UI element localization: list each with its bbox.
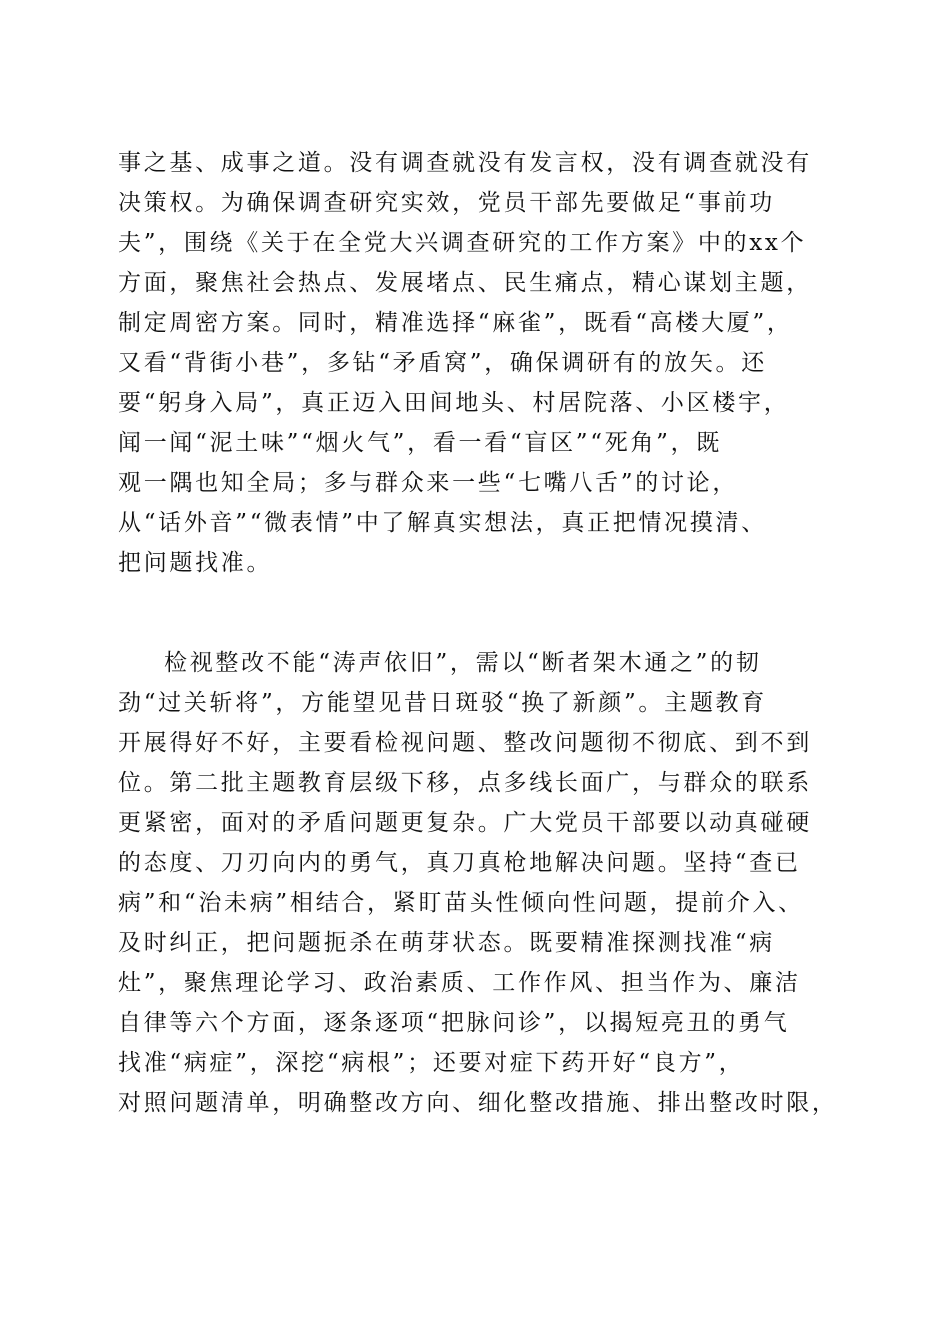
text-line: 对照问题清单，明确整改方向、细化整改措施、排出整改时限， <box>118 1090 838 1116</box>
text-line: 的态度、刀刃向内的勇气，真刀真枪地解决问题。坚持“查已 <box>118 850 801 876</box>
text-line: 观一隅也知全局；多与群众来一些“七嘴八舌”的讨论， <box>118 470 739 496</box>
text-line: 从“话外音”“微表情”中了解真实想法，真正把情况摸清、 <box>118 510 767 536</box>
text-line: 检视整改不能“涛声依旧”，需以“断者架木通之”的韧 <box>164 650 762 676</box>
text-line: 灶”，聚焦理论学习、政治素质、工作作风、担当作为、廉洁 <box>118 970 801 996</box>
text-line: 要“躬身入局”，真正迈入田间地头、村居院落、小区楼宇， <box>118 390 790 416</box>
text-line: 开展得好不好，主要看检视问题、整改问题彻不彻底、到不到 <box>118 730 812 756</box>
text-line: 劲“过关斩将”，方能望见昔日斑驳“换了新颜”。主题教育 <box>118 690 767 716</box>
text-line: 闻一闻“泥土味”“烟火气”，看一看“盲区”“死角”，既 <box>118 430 722 456</box>
text-line: 及时纠正，把问题扼杀在萌芽状态。既要精准探测找准“病 <box>118 930 775 956</box>
text-line: 制定周密方案。同时，精准选择“麻雀”，既看“高楼大厦”， <box>118 310 793 336</box>
text-line: 更紧密，面对的矛盾问题更复杂。广大党员干部要以动真碰硬 <box>118 810 812 836</box>
text-line: 位。第二批主题教育层级下移，点多线长面广，与群众的联系 <box>118 770 812 796</box>
text-line: 又看“背街小巷”，多钻“矛盾窝”，确保调研有的放矢。还 <box>118 350 767 376</box>
text-line: 决策权。为确保调查研究实效，党员干部先要做足“事前功 <box>118 190 775 216</box>
text-line: 自律等六个方面，逐条逐项“把脉问诊”，以揭短亮丑的勇气 <box>118 1010 790 1036</box>
text-line: 事之基、成事之道。没有调查就没有发言权，没有调查就没有 <box>118 150 812 176</box>
text-line: 病”和“治未病”相结合，紧盯苗头性倾向性问题，提前介入、 <box>118 890 804 916</box>
paragraph-1 <box>118 143 858 583</box>
text-line: 把问题找准。 <box>118 550 273 576</box>
text-line: 夫”，围绕《关于在全党大兴调查研究的工作方案》中的xx个 <box>118 230 807 256</box>
text-line: 找准“病症”，深挖“病根”；还要对症下药开好“良方”， <box>118 1050 745 1076</box>
text-line: 方面，聚焦社会热点、发展堵点、民生痛点，精心谋划主题， <box>118 270 812 296</box>
paragraph-2 <box>118 643 858 1123</box>
